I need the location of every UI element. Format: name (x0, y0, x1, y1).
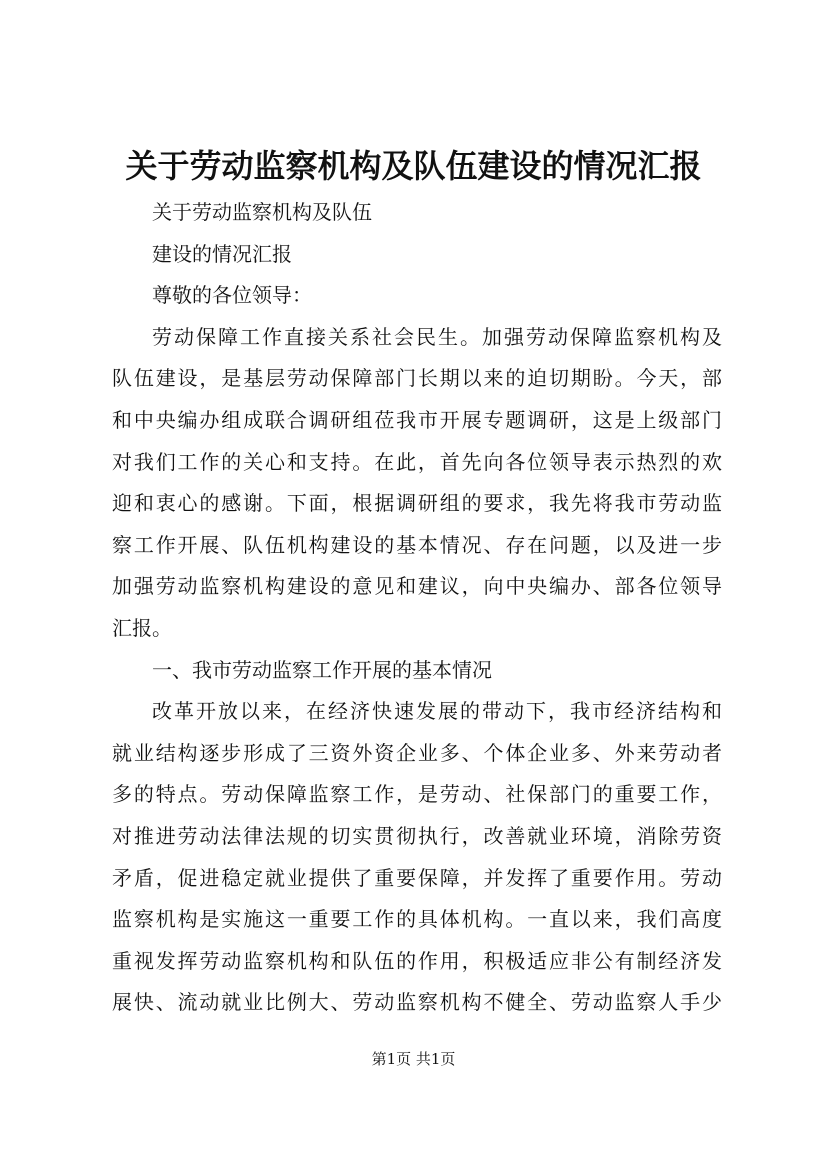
paragraph-line: 改革开放以来，在经济快速发展的带动下，我市经济结构和 (152, 699, 722, 724)
paragraph-line: 劳动保障工作直接关系社会民生。加强劳动保障监察机构及 (152, 324, 722, 349)
subtitle-line: 建设的情况汇报 (152, 241, 292, 266)
paragraph-line: 展快、流动就业比例大、劳动监察机构不健全、劳动监察人手少 (112, 990, 722, 1015)
paragraph-line: 就业结构逐步形成了三资外资企业多、个体企业多、外来劳动者 (112, 740, 722, 765)
paragraph-1 (112, 317, 722, 650)
paragraph-line: 迎和衷心的感谢。下面，根据调研组的要求，我先将我市劳动监 (112, 491, 722, 516)
paragraph-line: 对推进劳动法律法规的切实贯彻执行，改善就业环境，消除劳资 (112, 823, 722, 848)
salutation: 尊敬的各位领导： (152, 283, 312, 308)
paragraph-line: 和中央编办组成联合调研组莅我市开展专题调研，这是上级部门 (112, 407, 722, 432)
section-heading: 一、我市劳动监察工作开展的基本情况 (152, 657, 492, 682)
paragraph-line: 矛盾，促进稳定就业提供了重要保障，并发挥了重要作用。劳动 (112, 865, 722, 890)
paragraph-2 (112, 691, 722, 1024)
paragraph-line: 加强劳动监察机构建设的意见和建议，向中央编办、部各位领导 (112, 574, 722, 599)
subtitle-line: 关于劳动监察机构及队伍 (152, 200, 372, 224)
paragraph-line: 多的特点。劳动保障监察工作，是劳动、社保部门的重要工作， (112, 782, 722, 807)
paragraph-line: 重视发挥劳动监察机构和队伍的作用，积极适应非公有制经济发 (112, 948, 722, 973)
paragraph-line: 队伍建设，是基层劳动保障部门长期以来的迫切期盼。今天，部 (112, 366, 722, 391)
paragraph-line: 察工作开展、队伍机构建设的基本情况、存在问题，以及进一步 (112, 532, 722, 557)
paragraph-line: 汇报。 (112, 615, 172, 640)
paragraph-line: 监察机构是实施这一重要工作的具体机构。一直以来，我们高度 (112, 907, 722, 932)
paragraph-line: 对我们工作的关心和支持。在此，首先向各位领导表示热烈的欢 (112, 449, 722, 474)
document-title: 关于劳动监察机构及队伍建设的情况汇报 (125, 147, 702, 185)
document-body (112, 192, 722, 1024)
page-number-footer: 第1页 共1页 (371, 1050, 456, 1068)
